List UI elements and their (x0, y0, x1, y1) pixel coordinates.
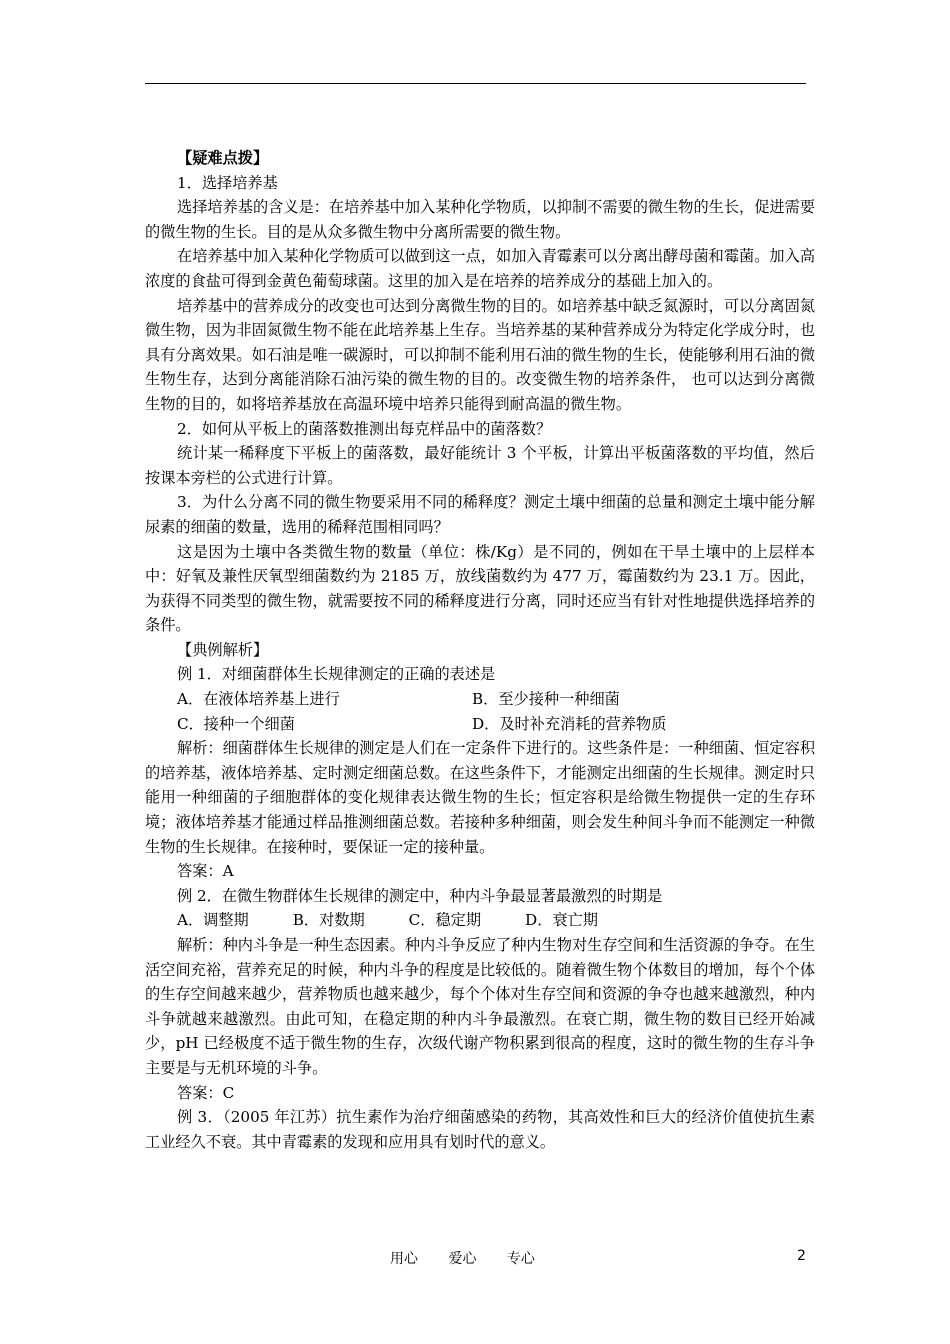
example-1-answer: 答案：A (177, 862, 234, 881)
example-2-question: 例 2．在微生物群体生长规律的测定中，种内斗争最显著最激烈的时期是 (177, 886, 663, 905)
paragraph: 选择培养基的含义是：在培养基中加入某种化学物质，以抑制不需要的微生物的生长，促进需要的微生物的生长。目的是从众多微生物中分离所需要的微生物。 (145, 198, 815, 241)
example-1-options-row-2 (145, 712, 815, 737)
footer-motto-2: 爱心 (448, 1251, 477, 1267)
paragraph: 统计某一稀释度下平板上的菌落数，最好能统计 3 个平板，计算出平板菌落数的平均值，然后按课本旁栏的公式进行计算。 (145, 444, 815, 487)
page-number: 2 (797, 1248, 806, 1264)
example-1-analysis: 解析：细菌群体生长规律的测定是人们在一定条件下进行的。这些条件是：一种细菌、恒定容积的培养基，液体培养基、定时测定细菌总数。在这些条件下，才能测定出细菌的生长规律。测定时只能用一种细菌的子细胞群体的变化规律表达微生物的生长；恒定容积是给微生物提供一定的生存环境；液体培养基才能通过样品推测细菌总数。若接种多种细菌，则会发生种间斗争而不能测定一种微生物的生长规律。在接种时，要保证一定的接种量。 (145, 739, 815, 856)
option-c: C．接种一个细菌 (177, 714, 295, 733)
paragraph: 2．如何从平板上的菌落数推测出每克样品中的菌落数？ (177, 419, 552, 438)
example-2-options (145, 908, 815, 933)
option-b: B．对数期 (292, 911, 365, 930)
example-1-question: 例 1．对细菌群体生长规律测定的正确的表述是 (177, 665, 496, 684)
option-c: C．稳定期 (408, 911, 482, 930)
option-d: D．及时补充消耗的营养物质 (472, 714, 667, 733)
option-b: B．至少接种一种细菌 (472, 690, 620, 709)
section-heading-difficulty: 【疑难点拨】 (177, 149, 269, 167)
footer-motto-3: 专心 (506, 1251, 535, 1267)
option-a: A．调整期 (177, 911, 249, 930)
paragraph: 培养基中的营养成分的改变也可达到分离微生物的目的。如培养基中缺乏氮源时，可以分离固氮微生物，因为非固氮微生物不能在此培养基上生存。当培养基的某种营养成分为特定化学成分时，也具有分离效果。如石油是唯一碳源时，可以抑制不能利用石油的微生物的生长，使能够利用石油的微生物生存，达到分离能消除石油污染的微生物的目的。改变微生物的培养条件， 也可以达到分离微生物的目的，如将培养基放在高温环境中培养只能得到耐高温的微生物。 (145, 296, 815, 413)
option-d: D．衰亡期 (525, 911, 598, 930)
footer-motto-1: 用心 (390, 1251, 418, 1267)
option-a: A．在液体培养基上进行 (177, 690, 340, 709)
paragraph: 3．为什么分离不同的微生物要采用不同的稀释度？测定土壤中细菌的总量和测定土壤中能分解尿素的细菌的数量，选用的稀释范围相同吗？ (145, 493, 815, 536)
example-2-analysis: 解析：种内斗争是一种生态因素。种内斗争反应了种内生物对生存空间和生活资源的争夺。在生活空间充裕，营养充足的时候，种内斗争的程度是比较低的。随着微生物个体数目的增加，每个个体的生存空间越来越少，营养物质也越来越少，每个个体对生存空间和资源的争夺也越来越激烈，种内斗争就越来越激烈。由此可知，在稳定期的种内斗争最激烈。在衰亡期，微生物的数目已经开始减少，pH 已经极度不适于微生物的生存，次级代谢产物积累到很高的程度，这时的微生物的生存斗争主要是与无机环境的斗争。 (145, 936, 815, 1077)
header-rule (145, 83, 806, 84)
paragraph: 在培养基中加入某种化学物质可以做到这一点，如加入青霉素可以分离出酵母菌和霉菌。加入高浓度的食盐可得到金黄色葡萄球菌。这里的加入是在培养的培养成分的基础上加入的。 (145, 247, 815, 290)
example-3-question: 例 3．（2005 年江苏）抗生素作为治疗细菌感染的药物，其高效性和巨大的经济价值使抗生素工业经久不衰。其中青霉素的发现和应用具有划时代的意义。 (145, 1108, 815, 1151)
paragraph: 1．选择培养基 (177, 173, 278, 192)
example-2-answer: 答案：C (177, 1083, 235, 1102)
paragraph: 这是因为土壤中各类微生物的数量（单位：株/Kg）是不同的，例如在干旱土壤中的上层样本中：好氧及兼性厌氧型细菌数约为 2185 万，放线菌数约为 477 万，霉菌数约为 23.1 万。因此，为获得不同类型的微生物，就需要按不同的稀释度进行分离，同时还应当有针对性地提供选择培养的条件。 (145, 542, 815, 635)
section-heading-examples: 【典例解析】 (177, 640, 269, 659)
document-body (145, 146, 815, 1154)
example-1-options-row-1 (145, 687, 815, 712)
footer-motto (390, 1248, 561, 1268)
